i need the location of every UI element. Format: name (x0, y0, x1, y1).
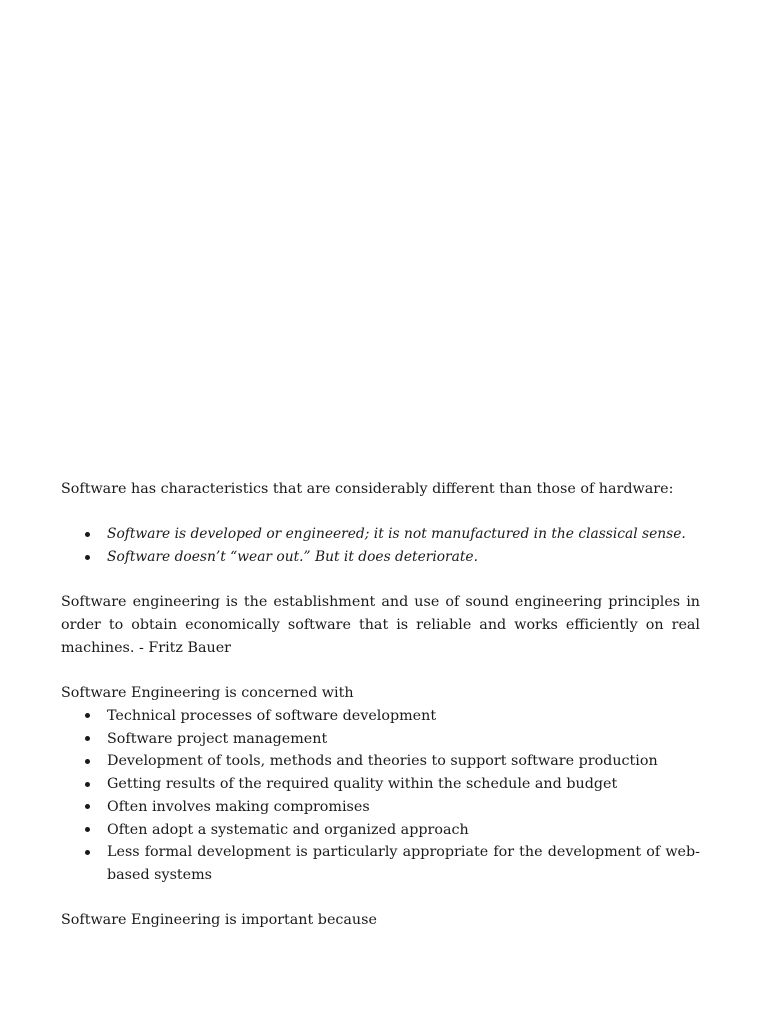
list-item: Getting results of the required quality within the schedule and budget (61, 773, 700, 796)
characteristics-intro: Software has characteristics that are considerably different than those of hardware: (61, 481, 674, 497)
list-item: Development of tools, methods and theories to support software production (61, 750, 700, 773)
spacer (61, 569, 700, 592)
concerned-with-intro: Software Engineering is concerned with (61, 685, 354, 702)
concerns-list (61, 705, 700, 887)
list-item: Software is developed or engineered; it is not manufactured in the classical sense. (61, 523, 700, 546)
list-item: Technical processes of software development (61, 705, 700, 728)
list-item: Often involves making compromises (61, 796, 700, 819)
list-item: Often adopt a systematic and organized approach (61, 819, 700, 842)
list-item: Less formal development is particularly appropriate for the development of web-based systems (61, 841, 700, 886)
document-page (61, 478, 700, 932)
definition-paragraph: Software engineering is the establishment and use of sound engineering principles in order to obtain economically software that is reliable and works efficiently on real machines. - Fritz Bauer (61, 594, 700, 656)
spacer (61, 660, 700, 683)
list-item: Software doesn’t “wear out.” But it does deteriorate. (61, 546, 700, 569)
spacer (61, 501, 700, 524)
spacer (61, 887, 700, 910)
list-item: Software project management (61, 728, 700, 751)
importance-intro: Software Engineering is important because (61, 912, 377, 929)
characteristics-list (61, 523, 700, 568)
